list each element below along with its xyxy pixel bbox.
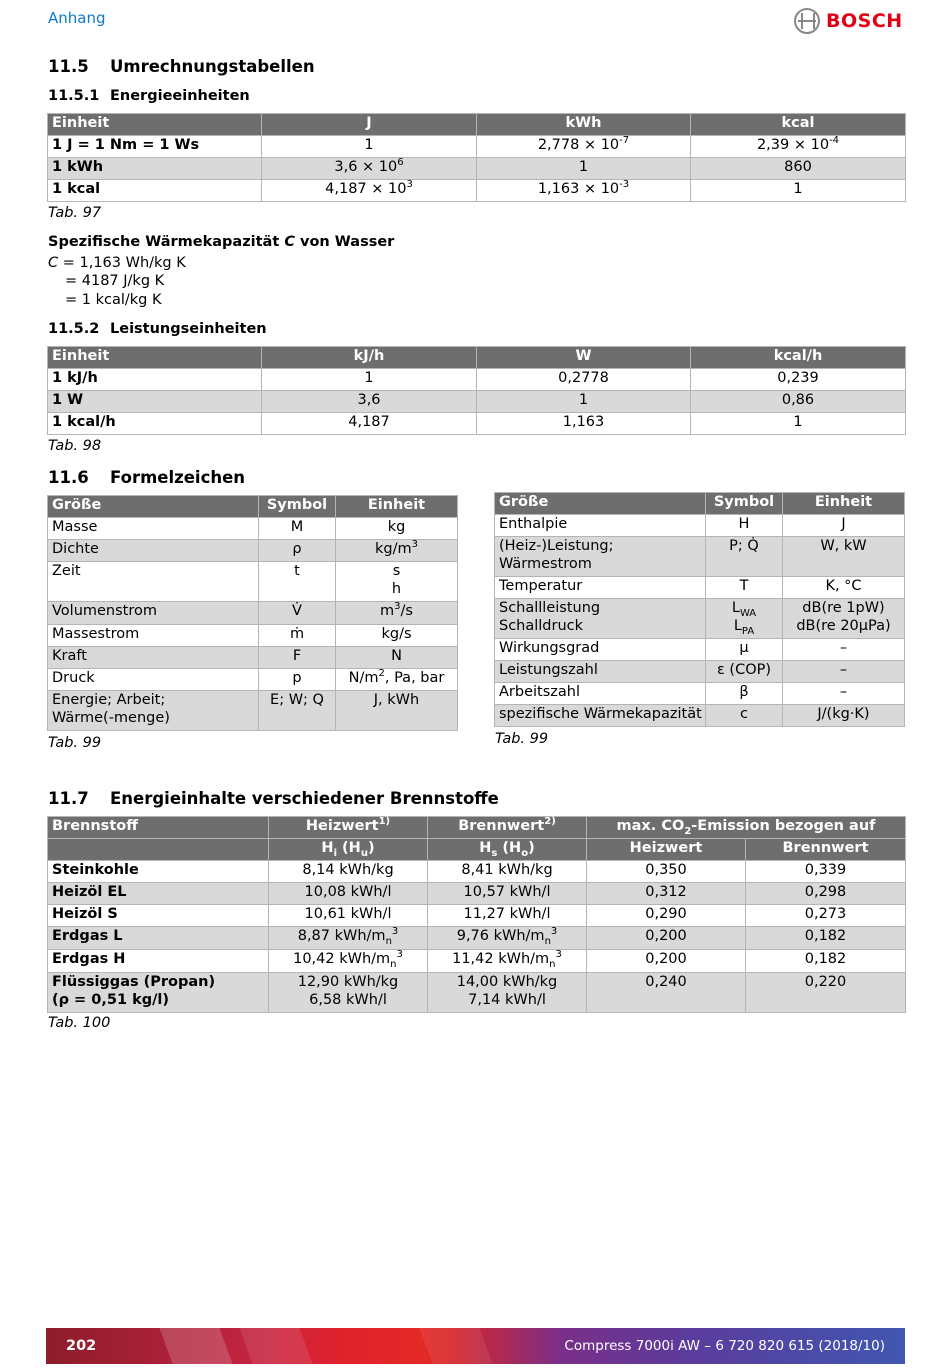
bosch-armature-icon xyxy=(794,8,820,34)
table-row: Arbeitszahl β – xyxy=(495,683,905,705)
water-line-1: C = 1,163 Wh/kg K xyxy=(48,255,186,271)
cell-value: $2,39 \times 10^{-4}$ xyxy=(691,136,906,158)
heading-number: 11.5.2 xyxy=(48,321,100,337)
cell-unit: 1 kcal xyxy=(48,180,262,202)
table-row: Wirkungsgrad μ – xyxy=(495,639,905,661)
page-number: 202 xyxy=(66,1338,97,1354)
table-row: (Heiz-)Leistung; Wärmestrom P; Q̇ W, kW xyxy=(495,537,905,577)
col-header-co2-brennwert: Brennwert xyxy=(746,839,906,861)
table-row: 1 W 3,6 1 0,86 xyxy=(48,391,906,413)
col-header: Größe xyxy=(495,493,706,515)
table-fuel-energy xyxy=(47,816,906,1013)
table-row: Erdgas L 8,87 kWh/$m_n^3$ 9,76 kWh/$m_n^3$ 0,200 0,182 xyxy=(48,927,906,950)
table-row xyxy=(48,158,906,180)
col-header-heizwert: Heizwert$^{1)}$ xyxy=(269,817,428,839)
col-header-hi: $H_i$ $(H_u)$ xyxy=(269,839,428,861)
col-header: Einheit xyxy=(336,496,458,518)
heading-title: Leistungseinheiten xyxy=(110,321,267,337)
col-header: Einheit xyxy=(48,114,262,136)
table-row: Temperatur T K, °C xyxy=(495,577,905,599)
table-row: spezifische Wärmekapazität c J/(kg·K) xyxy=(495,705,905,727)
table-row: Heizöl EL 10,08 kWh/l 10,57 kWh/l 0,312 0,298 xyxy=(48,883,906,905)
col-header: W xyxy=(477,347,691,369)
table-row: Massestrom ṁ kg/s xyxy=(48,625,458,647)
heading-11-5-1 xyxy=(48,88,250,104)
col-header: J xyxy=(262,114,477,136)
caption-tab-99-right: Tab. 99 xyxy=(495,731,549,747)
table-row: Energie; Arbeit; Wärme(-menge) E; W; Q J, kWh xyxy=(48,691,458,731)
col-header: Einheit xyxy=(48,347,262,369)
table-symbols-left xyxy=(47,495,458,731)
table-row: 1 kcal/h 4,187 1,163 1 xyxy=(48,413,906,435)
caption-tab-99-left: Tab. 99 xyxy=(48,735,102,751)
col-header: kcal/h xyxy=(691,347,906,369)
caption-tab-97: Tab. 97 xyxy=(48,205,102,221)
heading-11-5 xyxy=(48,57,315,76)
table-power-units xyxy=(47,346,906,435)
water-line-2: = 4187 J/kg K xyxy=(65,273,165,289)
caption-tab-98: Tab. 98 xyxy=(48,438,102,454)
cell-value: $3,6 \times 10^6$ xyxy=(262,158,477,180)
col-header: kcal xyxy=(691,114,906,136)
cell-value: $4,187 \times 10^3$ xyxy=(262,180,477,202)
table-row: Steinkohle 8,14 kWh/kg 8,41 kWh/kg 0,350 0,339 xyxy=(48,861,906,883)
table-energy-units xyxy=(47,113,906,202)
table-row: Dichte ρ $kg/m^3$ xyxy=(48,540,458,562)
col-header: kWh xyxy=(477,114,691,136)
caption-tab-100: Tab. 100 xyxy=(48,1015,111,1031)
table-row: Enthalpie H J xyxy=(495,515,905,537)
table-row: Masse M kg xyxy=(48,518,458,540)
water-line-3: = 1 kcal/kg K xyxy=(65,292,162,308)
col-header: Symbol xyxy=(259,496,336,518)
cell-value: 860 xyxy=(691,158,906,180)
cell-value: 1 xyxy=(691,180,906,202)
col-header: Größe xyxy=(48,496,259,518)
running-header-section: Anhang xyxy=(48,9,106,27)
table-row: Erdgas H 10,42 kWh/$m_n^3$ 11,42 kWh/$m_n^3$ 0,200 0,182 xyxy=(48,950,906,973)
heading-title: Energieinhalte verschiedener Brennstoffe xyxy=(110,789,499,808)
heading-11-7 xyxy=(48,789,499,808)
col-header-hs: $H_s$ $(H_o)$ xyxy=(428,839,587,861)
cell-value: $2,778 \times 10^{-7}$ xyxy=(477,136,691,158)
table-row: Flüssiggas (Propan) (ρ = 0,51 kg/l) 12,90 kWh/kg 6,58 kWh/l 14,00 kWh/kg 7,14 kWh/l 0,240 0,220 xyxy=(48,973,906,1013)
col-header-brennwert: Brennwert$^{2)}$ xyxy=(428,817,587,839)
table-row xyxy=(48,180,906,202)
heading-number: 11.5 xyxy=(48,57,89,76)
bosch-wordmark: BOSCH xyxy=(826,10,903,32)
document-reference: Compress 7000i AW – 6 720 820 615 (2018/10) xyxy=(564,1338,885,1354)
heading-title: Formelzeichen xyxy=(110,468,246,487)
cell-value: 1 xyxy=(477,158,691,180)
table-row: 1 kJ/h 1 0,2778 0,239 xyxy=(48,369,906,391)
cell-value: $1,163 \times 10^{-3}$ xyxy=(477,180,691,202)
heading-number: 11.5.1 xyxy=(48,88,100,104)
cell-unit: 1 J = 1 Nm = 1 Ws xyxy=(48,136,262,158)
table-row: Druck p $N/m^2$, Pa, bar xyxy=(48,669,458,691)
table-row: Heizöl S 10,61 kWh/l 11,27 kWh/l 0,290 0,273 xyxy=(48,905,906,927)
table-row: Kraft F N xyxy=(48,647,458,669)
table-row: Leistungszahl ε (COP) – xyxy=(495,661,905,683)
table-row: Volumenstrom V̇ $m^3/s$ xyxy=(48,602,458,625)
col-header-co2-heizwert: Heizwert xyxy=(587,839,746,861)
heading-11-5-2 xyxy=(48,321,267,337)
table-row xyxy=(48,136,906,158)
water-heading: Spezifische Wärmekapazität C von Wasser xyxy=(48,234,395,250)
cell-value: 1 xyxy=(262,136,477,158)
table-symbols-right xyxy=(494,492,905,727)
heading-title: Umrechnungstabellen xyxy=(110,57,315,76)
heading-number: 11.7 xyxy=(48,789,89,808)
cell-unit: 1 kWh xyxy=(48,158,262,180)
col-header-co2: max. $CO_2$-Emission bezogen auf xyxy=(587,817,906,839)
col-header: kJ/h xyxy=(262,347,477,369)
bosch-logo xyxy=(794,6,908,36)
col-header-fuel: Brennstoff xyxy=(48,817,269,839)
heading-title: Energieeinheiten xyxy=(110,88,250,104)
table-row: Zeit t s h xyxy=(48,562,458,602)
heading-11-6 xyxy=(48,468,245,487)
heading-number: 11.6 xyxy=(48,468,89,487)
col-header: Einheit xyxy=(783,493,905,515)
table-row: Schallleistung Schalldruck $L_{WA}$ $L_{PA}$ dB(re 1pW) dB(re 20μPa) xyxy=(495,599,905,639)
col-header: Symbol xyxy=(706,493,783,515)
